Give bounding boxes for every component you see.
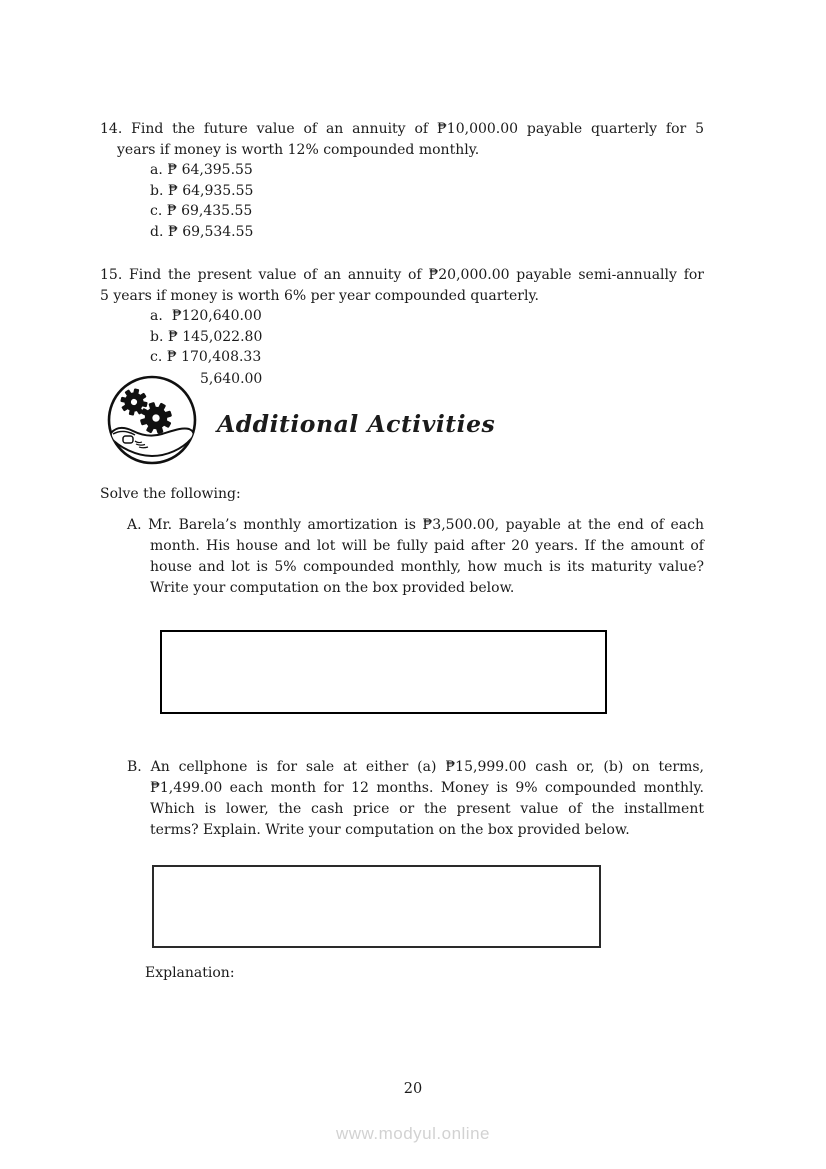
- item-b-line1: B. An cellphone is for sale at either (a) ₱15,999.00 cash or, (b) on terms,: [127, 759, 704, 775]
- solve-intro: Solve the following:: [100, 486, 241, 502]
- item-b-line2: ₱1,499.00 each month for 12 months. Money is 9% compounded monthly.: [150, 780, 704, 796]
- q15-option-d-partial: 5,640.00: [200, 371, 263, 387]
- watermark: www.modyul.online: [335, 1124, 490, 1143]
- q14-option-d: d. ₱ 69,534.55: [150, 223, 254, 240]
- question-14-options: [150, 160, 704, 242]
- computation-box-a[interactable]: [160, 630, 607, 714]
- item-a-line1: A. Mr. Barela’s monthly amortization is ₱3,500.00, payable at the end of each: [127, 517, 704, 533]
- q15-option-b: b. ₱ 145,022.80: [150, 328, 263, 345]
- activity-item-b: [127, 757, 704, 841]
- item-a-line2: month. His house and lot will be fully paid after 20 years. If the amount of: [150, 538, 704, 554]
- hand-gears-icon: [106, 374, 198, 466]
- activity-item-a: [127, 515, 704, 599]
- item-b-line3: Which is lower, the cash price or the present value of the installment: [150, 801, 704, 817]
- question-15-text-line1: 15. Find the present value of an annuity of ₱20,000.00 payable semi-annually for: [100, 267, 704, 283]
- explanation-label: Explanation:: [145, 965, 235, 981]
- question-15-text-line2: 5 years if money is worth 6% per year compounded quarterly.: [100, 287, 539, 304]
- question-15-options: [150, 306, 704, 368]
- item-b-line4: terms? Explain. Write your computation on the box provided below.: [150, 822, 630, 838]
- q14-option-c: c. ₱ 69,435.55: [150, 203, 253, 219]
- section-heading: Additional Activities: [217, 410, 496, 438]
- q14-option-b: b. ₱ 64,935.55: [150, 182, 254, 199]
- question-14: [100, 119, 704, 242]
- question-14-text-line1: 14. Find the future value of an annuity of ₱10,000.00 payable quarterly for 5: [100, 121, 704, 137]
- item-a-line4: Write your computation on the box provided below.: [150, 580, 515, 596]
- question-15: [100, 265, 704, 368]
- question-14-text-line2: years if money is worth 12% compounded monthly.: [117, 141, 480, 158]
- q15-option-c: c. ₱ 170,408.33: [150, 349, 262, 365]
- q14-option-a: a. ₱ 64,395.55: [150, 162, 253, 178]
- page-number: 20: [403, 1081, 423, 1097]
- computation-box-b[interactable]: [152, 865, 601, 948]
- item-a-line3: house and lot is 5% compounded monthly, how much is its maturity value?: [150, 559, 704, 575]
- q15-option-a: a. ₱120,640.00: [150, 308, 262, 324]
